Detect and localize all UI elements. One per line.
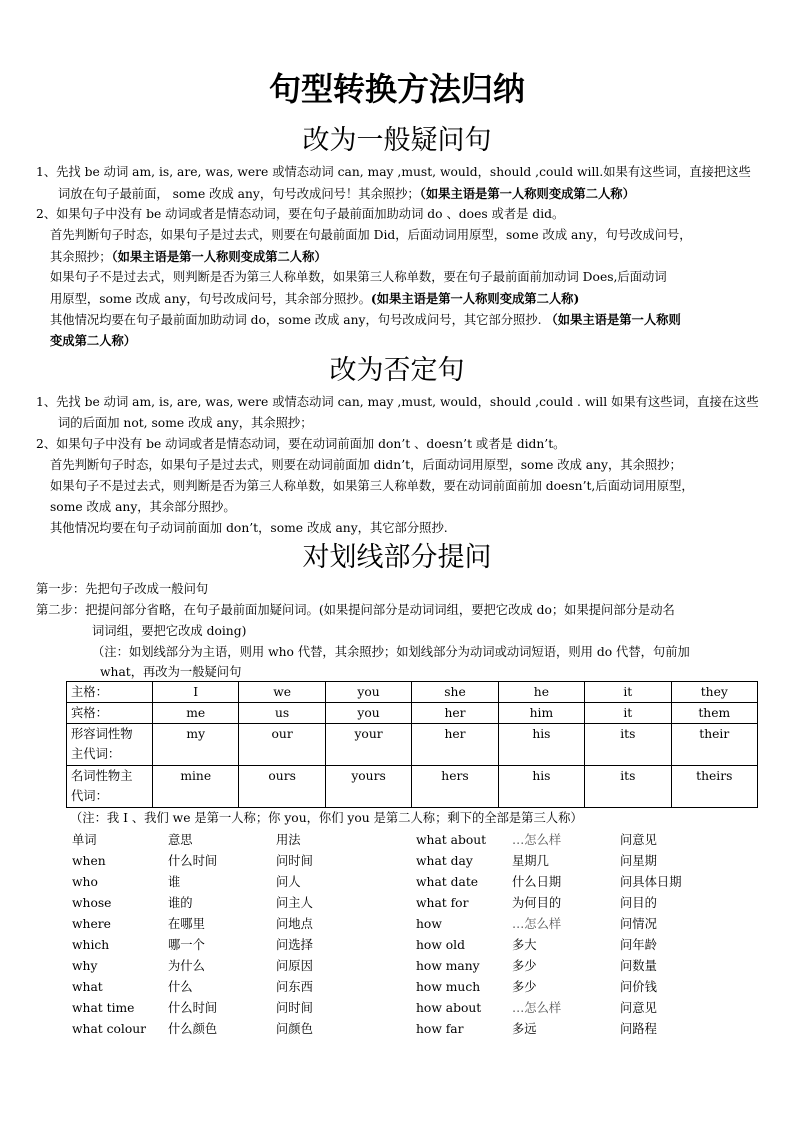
list-cell: how many [416, 959, 480, 973]
table-cell: her [412, 703, 498, 724]
section-heading-underline: 对划线部分提问 [302, 542, 492, 573]
list-item [0, 998, 794, 1018]
question-rule-1-text: 词放在句子最前面， some 改成 any，句号改成问号！其余照抄； [58, 187, 420, 201]
table-row [67, 682, 758, 703]
question-rule-1-note: （如果主语是第一人称则变成第二人称） [419, 186, 635, 201]
list-cell: where [72, 917, 111, 931]
underline-step-1: 第一步：先把句子改成一般问句 [36, 582, 209, 596]
table-cell: you [325, 682, 411, 703]
table-cell: I [153, 682, 239, 703]
list-cell: whose [72, 896, 112, 910]
list-cell: why [72, 959, 98, 973]
list-cell: 谁 [168, 875, 181, 889]
list-cell: 问意见 [620, 1001, 657, 1015]
list-cell: 问星期 [620, 854, 657, 868]
table-cell: your [325, 724, 411, 766]
underline-step-2-line-1: 第二步：把提问部分省略，在句子最前面加疑问词。(如果提问部分是动词词组，要把它改成 do；如果提问部分是动名 [36, 603, 675, 617]
list-cell: what about [416, 833, 487, 847]
list-cell: 星期几 [512, 854, 549, 868]
list-item [0, 893, 794, 913]
table-cell: they [671, 682, 757, 703]
list-cell: how far [416, 1022, 464, 1036]
table-row-header-line-1: 名词性物主 [71, 769, 133, 783]
list-cell: 为何目的 [512, 896, 562, 910]
list-item [0, 851, 794, 871]
list-cell: 什么 [168, 980, 193, 994]
table-cell: mine [153, 766, 239, 808]
list-cell: 多少 [512, 959, 537, 973]
list-cell: how [416, 917, 442, 931]
question-rule-3-text: 其余照抄； [50, 250, 112, 264]
list-cell: how about [416, 1001, 482, 1015]
list-cell: 问具体日期 [620, 875, 682, 889]
question-rule-4-text: 用原型，some 改成 any，句号改成问号，其余部分照抄。 [50, 292, 371, 306]
section-heading-negative: 改为否定句 [329, 355, 465, 386]
table-row-header: 宾格： [67, 703, 153, 724]
table-cell: you [325, 703, 411, 724]
list-cell: …怎么样 [512, 833, 562, 847]
underline-note-line-1: （注：如划线部分为主语，则用 who 代替，其余照抄；如划线部分为动词或动词短语，则用 do 代替，句前加 [92, 645, 690, 659]
list-cell: 用法 [276, 833, 301, 847]
underline-note-line-2: what，再改为一般疑问句 [100, 665, 242, 679]
list-cell: 问人 [276, 875, 301, 889]
list-cell: 多远 [512, 1022, 537, 1036]
table-cell: theirs [671, 766, 757, 808]
table-cell: our [239, 724, 325, 766]
table-cell: his [498, 766, 584, 808]
list-cell: who [72, 875, 98, 889]
question-rule-5-note: （如果主语是第一人称则 [545, 312, 681, 327]
list-cell: 问时间 [276, 1001, 313, 1015]
list-item [0, 956, 794, 976]
list-cell: 问东西 [276, 980, 313, 994]
list-cell: 问颜色 [276, 1022, 313, 1036]
negative-rule-4-line-2: some 改成 any，其余部分照抄。 [50, 500, 236, 514]
table-cell: she [412, 682, 498, 703]
list-cell: 问数量 [620, 959, 657, 973]
list-cell: 问地点 [276, 917, 313, 931]
list-item [0, 914, 794, 934]
list-cell: 问年龄 [620, 938, 657, 952]
table-cell: yours [325, 766, 411, 808]
list-cell: when [72, 854, 106, 868]
table-cell: us [239, 703, 325, 724]
table-cell: he [498, 682, 584, 703]
table-row [67, 724, 758, 766]
table-cell: me [153, 703, 239, 724]
table-row-header [67, 766, 153, 808]
question-rule-5-note-end: 变成第二人称） [50, 333, 137, 348]
list-cell: 问时间 [276, 854, 313, 868]
question-rule-3-line-2 [50, 246, 327, 268]
list-cell: 谁的 [168, 896, 193, 910]
question-rule-5-line-1 [50, 309, 681, 331]
table-cell: its [585, 724, 671, 766]
negative-rule-4-line-1: 如果句子不是过去式，则判断是否为第三人称单数，如果第三人称单数，要在动词前面前加 doesn’t,后面动词用原型， [50, 479, 694, 493]
table-cell: ours [239, 766, 325, 808]
question-rule-5-text: 其他情况均要在句子最前面加助动词 do，some 改成 any，句号改成问号，其它部分照抄. [50, 313, 546, 327]
list-item [0, 977, 794, 997]
question-rule-1-line-2 [58, 183, 635, 205]
negative-rule-1-line-2: 词的后面加 not, some 改成 any，其余照抄； [58, 416, 313, 430]
list-cell: 什么时间 [168, 854, 218, 868]
table-cell: its [585, 766, 671, 808]
table-row-header-line-2: 代词： [71, 789, 108, 803]
table-cell: we [239, 682, 325, 703]
list-cell: what date [416, 875, 479, 889]
table-cell: it [585, 682, 671, 703]
list-item [0, 935, 794, 955]
list-cell: 什么时间 [168, 1001, 218, 1015]
list-header [0, 830, 794, 850]
table-row-header-line-2: 主代词： [71, 747, 121, 761]
table-row-header-line-1: 形容词性物 [71, 727, 133, 741]
list-cell: 问路程 [620, 1022, 657, 1036]
negative-rule-1-line-1: 1、先找 be 动词 am, is, are, was, were 或情态动词 can, may ,must, would，should ,could . will 如果有这些词，直接在这些 [36, 395, 759, 409]
page-title: 句型转换方法归纳 [268, 70, 525, 108]
table-cell: them [671, 703, 757, 724]
list-cell: …怎么样 [512, 1001, 562, 1015]
table-cell: him [498, 703, 584, 724]
list-cell: 问目的 [620, 896, 657, 910]
list-cell: 问意见 [620, 833, 657, 847]
negative-rule-2: 2、如果句子中没有 be 动词或者是情态动词，要在动词前面加 don’t 、doesn’t 或者是 didn’t。 [36, 437, 566, 451]
list-cell: 为什么 [168, 959, 205, 973]
list-cell: what [72, 980, 103, 994]
question-rule-3-line-1: 首先判断句子时态，如果句子是过去式，则要在句最前面加 Did，后面动词用原型，some 改成 any，句号改成问号， [50, 228, 692, 242]
underline-step-2-line-2: 词词组，要把它改成 doing) [92, 624, 247, 638]
list-cell: 多大 [512, 938, 537, 952]
list-cell: 什么颜色 [168, 1022, 218, 1036]
list-cell: how old [416, 938, 465, 952]
table-cell: my [153, 724, 239, 766]
table-cell: it [585, 703, 671, 724]
table-cell: hers [412, 766, 498, 808]
list-cell: how much [416, 980, 481, 994]
list-cell: 什么日期 [512, 875, 562, 889]
question-rule-1-line-1: 1、先找 be 动词 am, is, are, was, were 或情态动词 can, may ,must, would，should ,could will.如果有这些词，直接把这些 [36, 165, 751, 179]
table-cell: their [671, 724, 757, 766]
list-cell: …怎么样 [512, 917, 562, 931]
list-cell: 多少 [512, 980, 537, 994]
list-cell: 单词 [72, 833, 97, 847]
pronoun-table-note: （注：我 I 、我们 we 是第一人称；你 you，你们 you 是第二人称；剩下的全部是第三人称） [70, 811, 583, 825]
question-rule-2: 2、如果句子中没有 be 动词或者是情态动词，要在句子最前面加助动词 do 、does 或者是 did。 [36, 207, 565, 221]
list-cell: what time [72, 1001, 135, 1015]
list-cell: 意思 [168, 833, 193, 847]
list-item [0, 1019, 794, 1039]
question-rule-3-note: （如果主语是第一人称则变成第二人称） [111, 249, 327, 264]
table-row [67, 703, 758, 724]
list-cell: what day [416, 854, 473, 868]
table-row-header [67, 724, 153, 766]
table-cell: her [412, 724, 498, 766]
list-cell: 问选择 [276, 938, 313, 952]
list-item [0, 872, 794, 892]
negative-rule-3: 首先判断句子时态，如果句子是过去式，则要在动词前面加 didn’t，后面动词用原型，some 改成 any，其余照抄； [50, 458, 682, 472]
list-cell: which [72, 938, 110, 952]
table-row-header: 主格： [67, 682, 153, 703]
table-cell: his [498, 724, 584, 766]
question-rule-5-line-2 [50, 330, 136, 352]
negative-rule-5: 其他情况均要在句子动词前面加 don’t，some 改成 any，其它部分照抄. [50, 521, 448, 535]
question-rule-4-line-1: 如果句子不是过去式，则判断是否为第三人称单数，如果第三人称单数，要在句子最前面前加动词 Does,后面动词 [50, 270, 667, 284]
section-heading-question: 改为一般疑问句 [302, 125, 492, 156]
question-rule-4-note: (如果主语是第一人称则变成第二人称) [370, 291, 580, 306]
question-rule-4-line-2 [50, 288, 579, 310]
pronoun-table [66, 681, 758, 808]
list-cell: what for [416, 896, 469, 910]
list-cell: 在哪里 [168, 917, 205, 931]
list-cell: what colour [72, 1022, 147, 1036]
list-cell: 问主人 [276, 896, 313, 910]
list-cell: 问情况 [620, 917, 657, 931]
list-cell: 哪一个 [168, 938, 205, 952]
table-row [67, 766, 758, 808]
list-cell: 问价钱 [620, 980, 657, 994]
list-cell: 问原因 [276, 959, 313, 973]
